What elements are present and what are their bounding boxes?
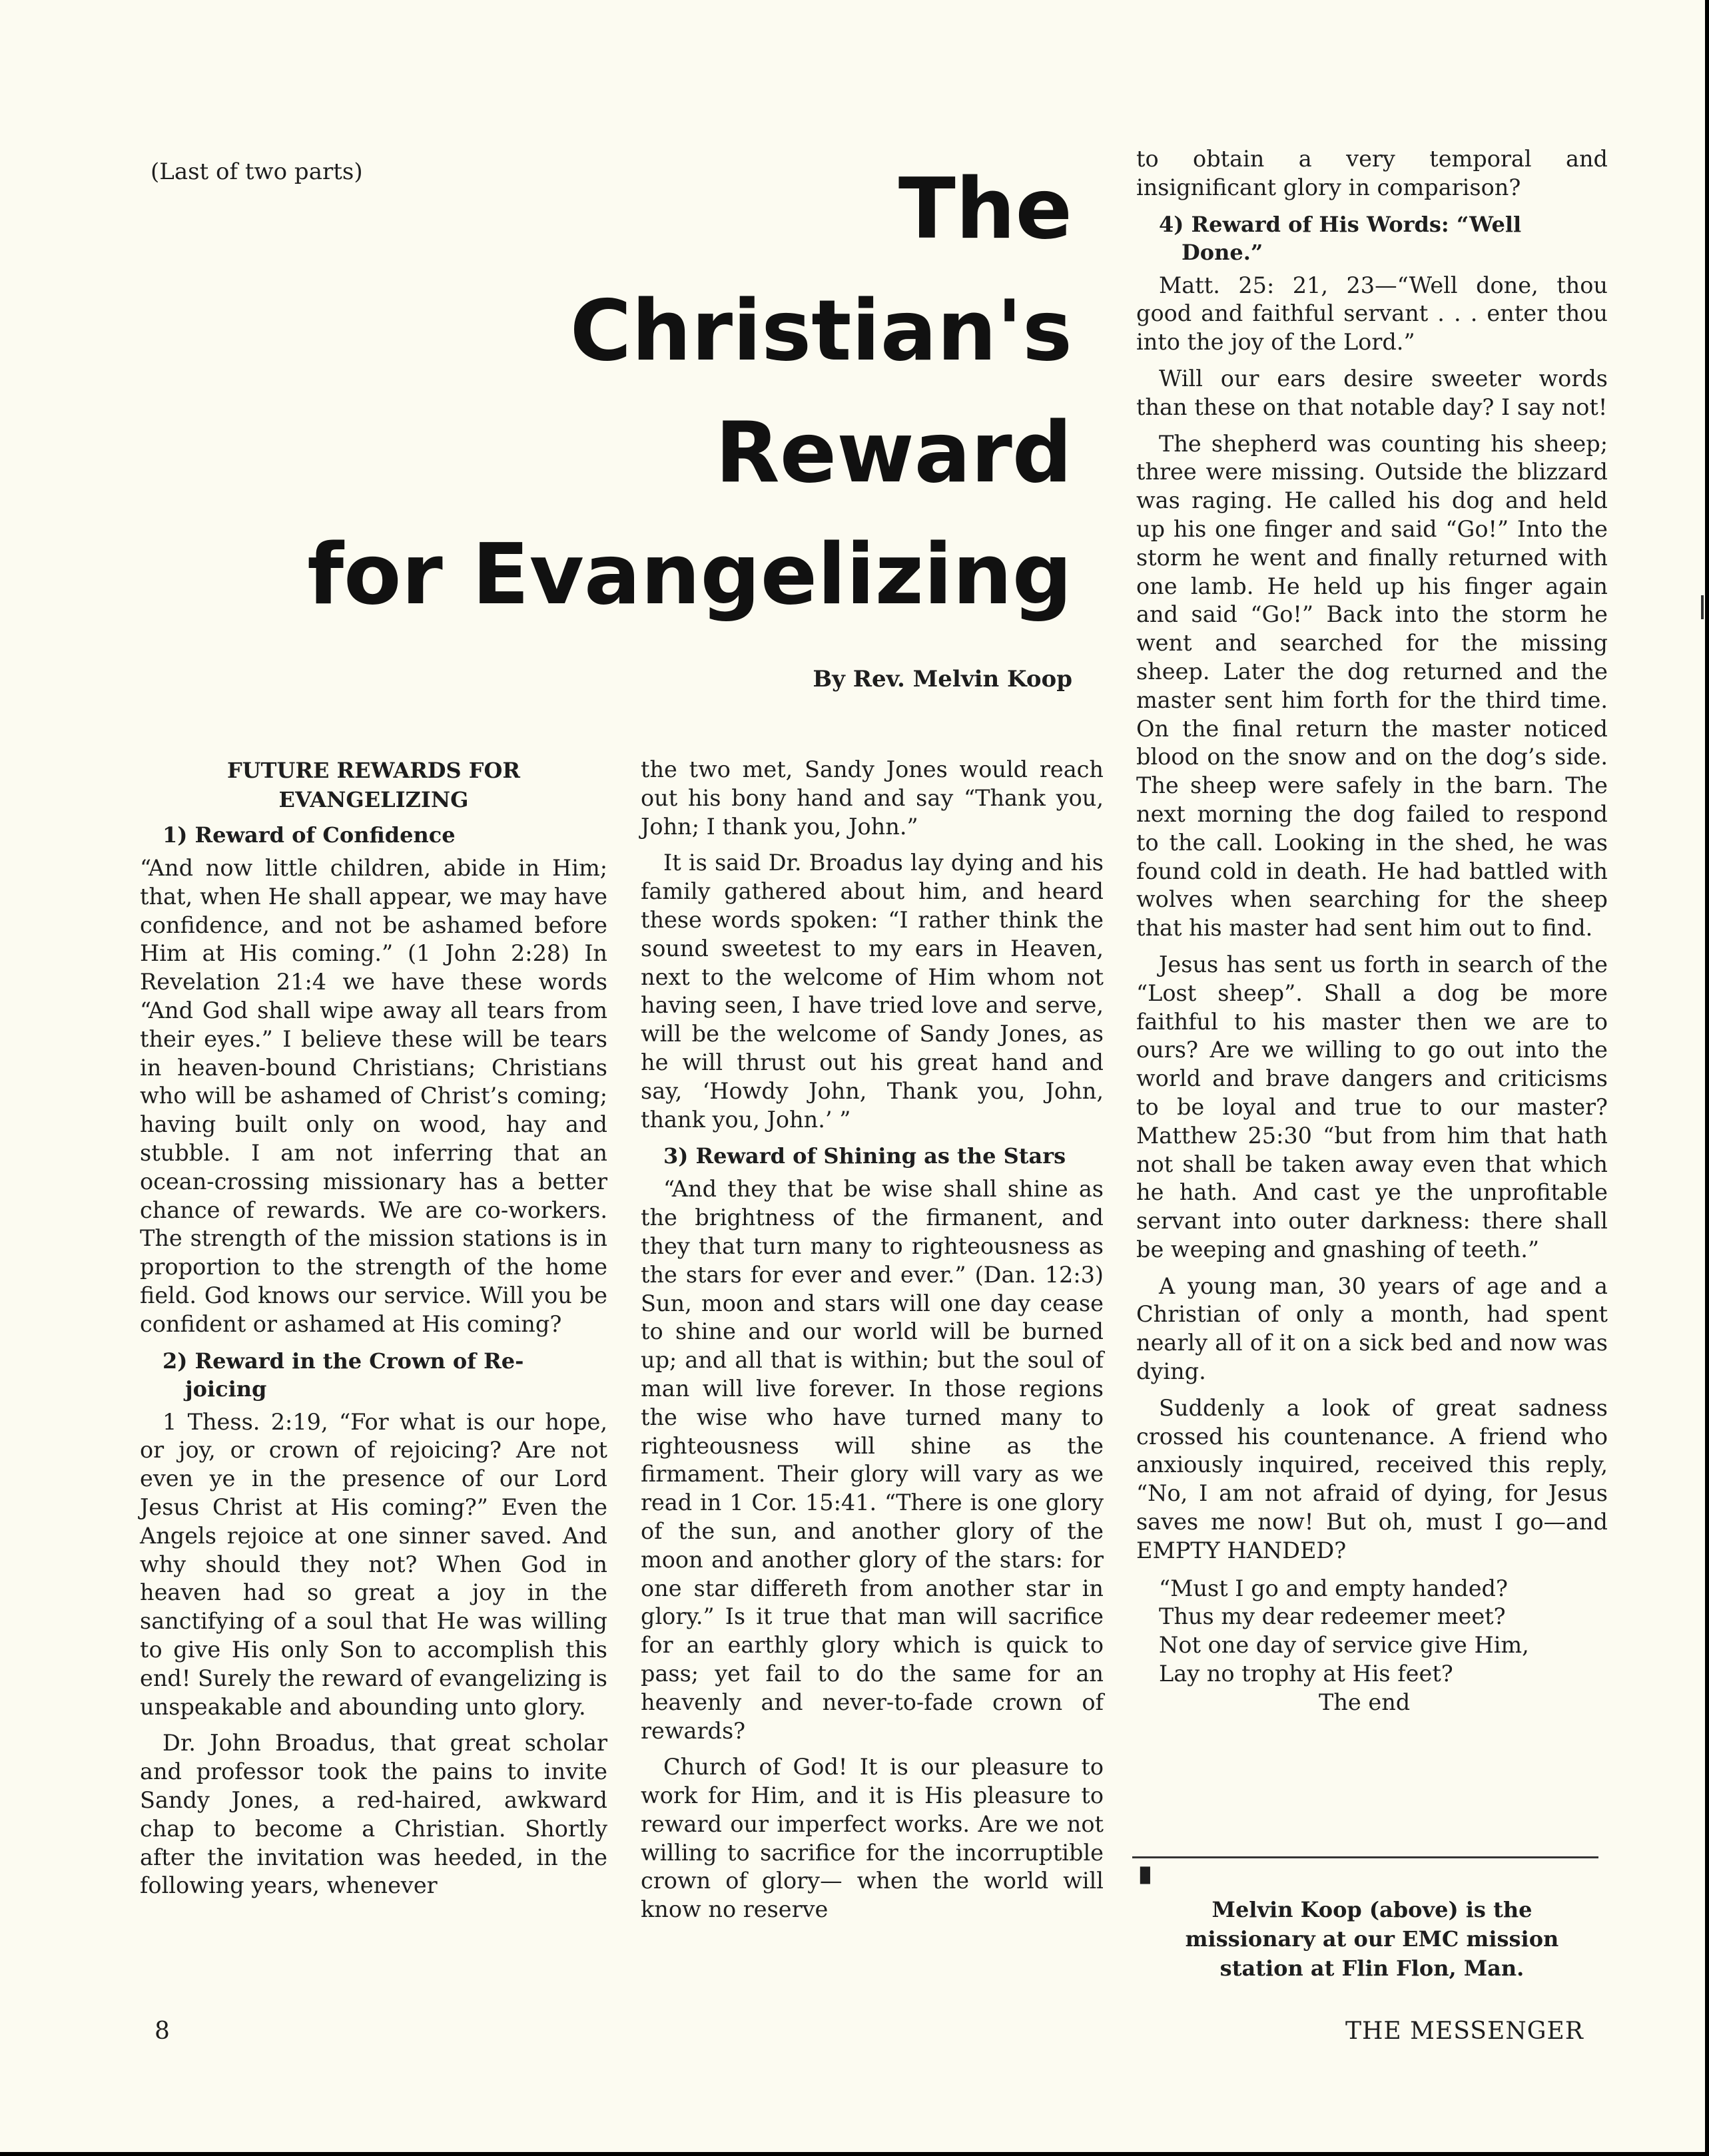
subheading-crown-line-1: 2) Reward in the Crown of Re-	[163, 1348, 524, 1374]
paragraph: Jesus has sent us forth in search of the “Lost sheep”. Shall a dog be more faithful to his master then we are to ours? Are we willing to go out into the world and brave dangers and criticisms to be loyal and true to our master? Matthew 25:30 “but from him that hath not shall be taken away even that which he hath. And cast ye the unprofitable servant into outer darkness: there shall be weeping and gnashing of teeth.”	[1136, 951, 1608, 1262]
subheading-confidence: 1) Reward of Confidence	[163, 822, 456, 848]
paragraph: 1 Thess. 2:19, “For what is our hope, or joy, or crown of rejoicing? Are not even ye in the presence of our Lord Jesus Christ at His coming?” Even the Angels rejoice at one sinner saved. And why should they not? When God in heaven had so great a joy in the sanctifying of a soul that He was willing to give His only Son to accomplish this end! Surely the reward of evangelizing is unspeakable and abounding unto glory.	[140, 1408, 607, 1720]
author-caption	[1159, 1895, 1585, 1983]
title-line-1: The	[898, 160, 1072, 258]
title-line-4: for Evangelizing	[307, 525, 1072, 623]
end-mark: The end	[1319, 1689, 1411, 1715]
section-heading-line-1: FUTURE REWARDS FOR	[227, 758, 520, 783]
caption-line-3: station at Flin Flon, Man.	[1219, 1956, 1525, 1981]
column-1	[140, 756, 607, 1908]
part-note: (Last of two parts)	[151, 158, 363, 185]
photo-placeholder-icon: ▉	[1140, 1868, 1152, 1884]
caption-line-2: missionary at our EMC mission	[1185, 1926, 1559, 1952]
page-number: 8	[155, 2018, 170, 2045]
paragraph: Matt. 25: 21, 23—“Well done, thou good and faithful servant . . . enter thou into the joy of the Lord.”	[1136, 272, 1608, 356]
paragraph: The shepherd was counting his sheep; three were missing. Outside the blizzard was raging. He called his dog and held up his one finger and said “Go!” Into the storm he went and finally returned with one lamb. He held up his finger again and said “Go!” Back into the storm he went and searched for the missing sheep. Later the dog returned and the master sent him forth for the third time. On the final return the master noticed blood on the snow and on the dog’s side. The sheep were safely in the barn. The next morning the dog failed to respond to the call. Looking in the shed, he was found cold in death. He had battled with wolves when searching for the sheep that his master had sent him out to find.	[1136, 430, 1608, 942]
subheading-words	[1136, 210, 1608, 266]
subheading-shining: 3) Reward of Shining as the Stars	[663, 1143, 1066, 1169]
scan-mark	[1701, 595, 1704, 619]
section-heading-line-2: EVANGELIZING	[278, 787, 469, 812]
paragraph: Church of God! It is our pleasure to work for Him, and it is His pleasure to reward our imperfect works. Are we not willing to sacrifice for the incorruptible crown of glory— when the world will know no reserve	[641, 1754, 1104, 1923]
paragraph: A young man, 30 years of age and a Christian of only a month, had spent nearly all of it on a sick bed and now was dying.	[1136, 1272, 1608, 1385]
poem	[1159, 1575, 1608, 1717]
subheading-words-line-1: 4) Reward of His Words: “Well	[1159, 211, 1522, 237]
poem-line: Not one day of service give Him,	[1159, 1632, 1529, 1659]
paragraph: Dr. John Broadus, that great scholar and professor took the pains to invite Sandy Jones, a red-haired, awkward chap to become a Christian. Shortly after the invitation was heeded, in the following years, whenever	[140, 1730, 607, 1899]
subheading-crown-line-2: joicing	[185, 1376, 267, 1402]
column-3	[1136, 145, 1608, 1717]
article-title	[307, 148, 1072, 635]
caption-line-1: Melvin Koop (above) is the	[1211, 1897, 1533, 1922]
paragraph: “And now little children, abide in Him; that, when He shall appear, we may have confidence, and not be ashamed before Him at His coming.” (1 John 2:28) In Revelation 21:4 we have these words “And God shall wipe away all tears from their eyes.” I believe these will be tears in heaven-bound Christians; Christians who will be ashamed of Christ’s coming; having built only on wood, hay and stubble. I am not inferring that an ocean-crossing missionary has a better chance of rewards. We are co-workers. The strength of the mission stations is in proportion to the strength of the home field. God knows our service. Will you be confident or ashamed at His coming?	[140, 855, 607, 1337]
poem-line: “Must I go and empty handed?	[1159, 1575, 1508, 1601]
caption-divider	[1132, 1856, 1598, 1858]
subheading-words-line-2: Done.”	[1182, 239, 1263, 265]
section-heading	[140, 756, 607, 814]
poem-line: Thus my dear redeemer meet?	[1159, 1603, 1506, 1630]
title-line-3: Reward	[715, 404, 1072, 501]
paragraph: Will our ears desire sweeter words than these on that notable day? I say not!	[1136, 365, 1608, 420]
paragraph: the two met, Sandy Jones would reach out his bony hand and say “Thank you, John; I thank you, John.”	[641, 756, 1104, 840]
paragraph: It is said Dr. Broadus lay dying and his family gathered about him, and heard these words spoken: “I rather think the sound sweetest to my ears in Heaven, next to the welcome of Him whom not having seen, I have tried love and serve, will be the welcome of Sandy Jones, as he will thrust out his great hand and say, ‘Howdy John, Thank you, John, thank you, John.’ ”	[641, 850, 1104, 1133]
poem-line: Lay no trophy at His feet?	[1159, 1661, 1453, 1687]
column-2	[641, 756, 1104, 1932]
paragraph: to obtain a very temporal and insignificant glory in comparison?	[1136, 146, 1608, 200]
title-line-2: Christian's	[569, 282, 1072, 380]
byline: By Rev. Melvin Koop	[813, 666, 1072, 692]
subheading-crown	[140, 1347, 607, 1403]
paragraph: “And they that be wise shall shine as the brightness of the firmanent, and they that turn many to righteousness as the stars for ever and ever.” (Dan. 12:3) Sun, moon and stars will one day cease to shine and our world will be burned up; and all that is within; but the soul of man will live forever. In those regions the wise who have turned many to righteousness will shine as the firmament. Their glory will vary as we read in 1 Cor. 15:41. “There is one glory of the sun, and another glory of the moon and another glory of the stars: for one star differeth from another star in glory.” Is it true that man will sacrifice for an earthly glory which is quick to pass; yet fail to do the same for an heavenly and never-to-fade crown of rewards?	[641, 1176, 1104, 1744]
paragraph: Suddenly a look of great sadness crossed his countenance. A friend who anxiously inquired, received this reply, “No, I am not afraid of dying, for Jesus saves me now! But oh, must I go—and EMPTY HANDED?	[1136, 1394, 1608, 1563]
publication-name: THE MESSENGER	[1345, 2018, 1584, 2045]
